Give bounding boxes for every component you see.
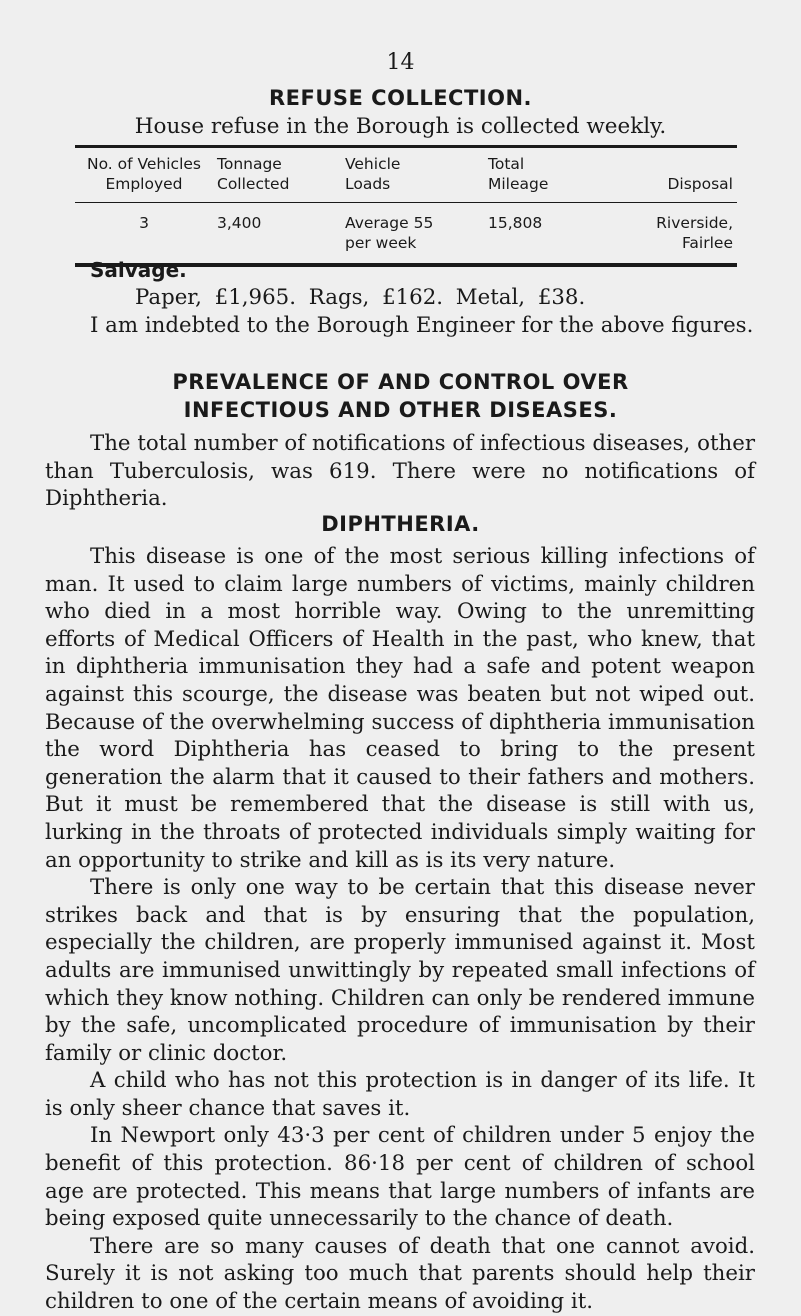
salvage-figures: Paper, £1,965. Rags, £162. Metal, £38.	[135, 285, 586, 310]
header-tonnage: Tonnage Collected	[213, 148, 341, 203]
prevalence-heading-line-2: INFECTIOUS AND OTHER DISEASES.	[183, 398, 618, 422]
diphtheria-paragraph-2: There is only one way to be certain that this disease never strikes back and that is by ensuring that the population, especially the children, are properly immunised against it. Most adults are immunised unwittingly by repeated small infections of which they know nothing. Children can only be rendered immune by the safe, uncomplicated procedure of immunisation by their family or clinic doctor.	[45, 875, 755, 1066]
cell-disposal: Riverside, Fairlee	[656, 214, 733, 252]
cell-tonnage: 3,400	[217, 214, 262, 232]
diphtheria-paragraph-1: This disease is one of the most serious killing infections of man. It used to claim large numbers of victims, mainly children who died in a most horrible way. Owing to the unremitting efforts of Medical Officers of Health in the past, who knew, that in diphtheria immunisation they had a safe and potent weapon against this scourge, the disease was beaten but not wiped out. Because of the overwhelming success of diphtheria immunisation the word Diphtheria has ceased to bring to the present generation the alarm that it caused to their fathers and mothers. But it must be remembered that the disease is still with us, lurking in the throats of protected individuals simply waiting for an opportunity to strike and kill as is its very nature.	[45, 544, 755, 873]
header-loads: Vehicle Loads	[341, 148, 484, 203]
cell-mileage: 15,808	[488, 214, 543, 232]
refuse-table-header-row	[75, 148, 737, 203]
salvage-heading: Salvage.	[90, 258, 187, 282]
salvage-thanks: I am indebted to the Borough Engineer for the above figures.	[90, 313, 754, 338]
header-mileage: Total Mileage	[484, 148, 602, 203]
table-row	[75, 203, 737, 266]
refuse-collection-heading: REFUSE COLLECTION.	[268, 86, 533, 110]
page-number: 14	[386, 50, 415, 75]
cell-vehicles: 3	[139, 214, 149, 232]
diphtheria-text-block	[45, 543, 755, 1316]
refuse-table	[75, 145, 737, 267]
diphtheria-paragraph-5: There are so many causes of death that one cannot avoid. Surely it is not asking too much that parents should help their children to one of the certain means of avoiding it.	[45, 1233, 755, 1315]
header-vehicles: No. of Vehicles Employed	[75, 148, 213, 203]
diphtheria-paragraph-3: A child who has not this protection is in danger of its life. It is only sheer chance that saves it.	[45, 1068, 755, 1121]
prevalence-heading-line-1: PREVALENCE OF AND CONTROL OVER	[172, 370, 629, 394]
diphtheria-heading: DIPHTHERIA.	[321, 512, 480, 536]
diphtheria-paragraph-4: In Newport only 43·3 per cent of children under 5 enjoy the benefit of this protection. 86·18 per cent of children of school age are protected. This means that large numbers of infants are being exposed quite unnecessarily to the chance of death.	[45, 1123, 755, 1232]
header-disposal: Disposal	[602, 148, 737, 203]
prevalence-text: The total number of notifications of infectious diseases, other than Tuberculosis, was 619. There were no notifications of Diphtheria.	[45, 431, 755, 512]
refuse-intro: House refuse in the Borough is collected weekly.	[134, 114, 667, 139]
prevalence-text-block	[45, 430, 755, 513]
salvage-thanks-block	[45, 312, 755, 340]
cell-loads: Average 55 per week	[345, 214, 434, 252]
